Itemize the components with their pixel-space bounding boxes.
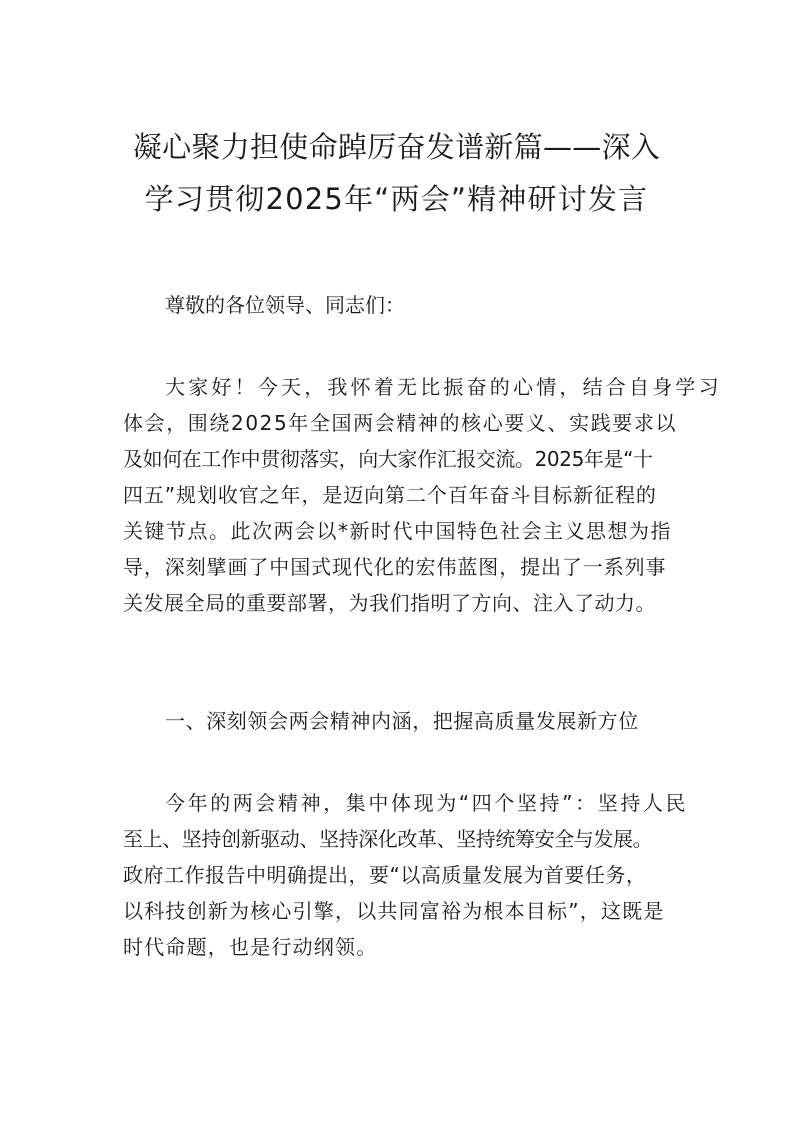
title-line-2: 学习贯彻2025年“两会”精神研讨发言 [144, 182, 649, 216]
section-line: 以科技创新为核心引擎，以共同富裕为根本目标”，这既是 [123, 899, 665, 923]
section-line: 政府工作报告中明确提出，要“以高质量发展为首要任务， [123, 863, 647, 887]
section-line: 今年的两会精神，集中体现为“四个坚持”：坚持人民 [165, 791, 689, 815]
greeting-text: 尊敬的各位领导、同志们： [165, 293, 405, 317]
intro-line: 及如何在工作中贯彻落实，向大家作汇报交流。2025年是“十 [123, 447, 653, 471]
intro-line: 关发展全局的重要部署，为我们指明了方向、注入了动力。 [123, 591, 656, 615]
title-line-1: 凝心聚力担使命踔厉奋发谱新篇——深入 [132, 130, 661, 164]
intro-line: 体会，围绕2025年全国两会精神的核心要义、实践要求以 [123, 411, 678, 435]
greeting-paragraph [123, 287, 673, 323]
intro-paragraph [123, 369, 722, 621]
section-line: 至上、坚持创新驱动、坚持深化改革、坚持统筹安全与发展。 [123, 827, 653, 851]
intro-line: 导，深刻擘画了中国式现代化的宏伟蓝图，提出了一系列事 [123, 555, 667, 579]
intro-line: 四五”规划收官之年，是迈向第二个百年奋斗目标新征程的 [123, 483, 657, 507]
section-heading-text: 一、深刻领会两会精神内涵，把握高质量发展新方位 [165, 709, 639, 733]
document-title [100, 121, 693, 225]
section-paragraph [123, 785, 689, 965]
section-line: 时代命题，也是行动纲领。 [123, 935, 378, 959]
intro-line: 关键节点。此次两会以*新时代中国特色社会主义思想为指 [123, 519, 672, 543]
intro-line: 大家好！今天，我怀着无比振奋的心情，结合自身学习 [165, 375, 722, 399]
section-heading [123, 703, 673, 739]
